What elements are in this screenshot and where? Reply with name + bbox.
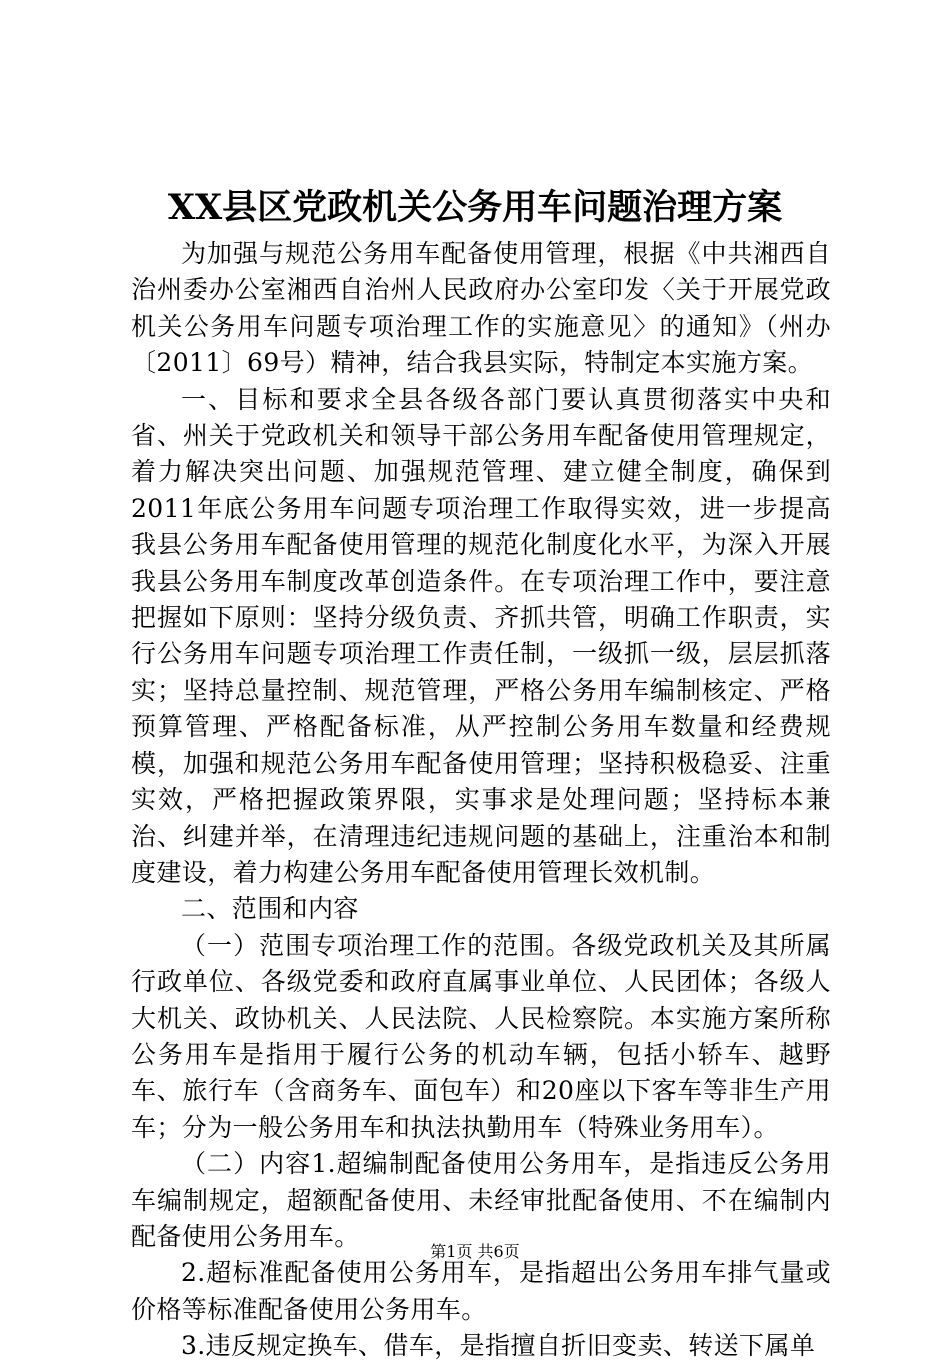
page-footer: 第1页 共6页 (430, 1242, 520, 1261)
paragraph-intro: 为加强与规范公务用车配备使用管理，根据《中共湘西自治州委办公室湘西自治州人民政府办公室印发〈关于开展党政机关公务用车问题专项治理工作的实施意见〉的通知》（州办〔2011〕69号）精神，结合我县实际，特制定本实施方案。 (131, 239, 831, 378)
paragraph-content-3: 3.违反规定换车、借车，是指擅自折旧变卖、转送下属单 (181, 1331, 816, 1361)
section-heading-scope: 二、范围和内容 (181, 894, 359, 924)
paragraph-goals: 一、目标和要求全县各级各部门要认真贯彻落实中央和省、州关于党政机关和领导干部公务用车配备使用管理规定，着力解决突出问题、加强规范管理、建立健全制度，确保到2011年底公务用车问题专项治理工作取得实效，进一步提高我县公务用车配备使用管理的规范化制度化水平，为深入开展我县公务用车制度改革创造条件。在专项治理工作中，要注意把握如下原则：坚持分级负责、齐抓共管，明确工作职责，实行公务用车问题专项治理工作责任制，一级抓一级，层层抓落实；坚持总量控制、规范管理，严格公务用车编制核定、严格预算管理、严格配备标准，从严控制公务用车数量和经费规模，加强和规范公务用车配备使用管理；坚持积极稳妥、注重实效，严格把握政策界限，实事求是处理问题；坚持标本兼治、纠建并举，在清理违纪违规问题的基础上，注重治本和制度建设，着力构建公务用车配备使用管理长效机制。 (131, 384, 831, 887)
paragraph-content-2: 2.超标准配备使用公务用车，是指超出公务用车排气量或价格等标准配备使用公务用车。 (131, 1258, 831, 1324)
paragraph-content-1: （二）内容1.超编制配备使用公务用车，是指违反公务用车编制规定，超额配备使用、未经审批配备使用、不在编制内配备使用公务用车。 (131, 1149, 831, 1251)
paragraph-scope: （一）范围专项治理工作的范围。各级党政机关及其所属行政单位、各级党委和政府直属事业单位、人民团体；各级人大机关、政协机关、人民法院、人民检察院。本实施方案所称公务用车是指用于履行公务的机动车辆，包括小轿车、越野车、旅行车（含商务车、面包车）和20座以下客车等非生产用车；分为一般公务用车和执法执勤用车（特殊业务用车）。 (131, 930, 831, 1142)
document-body (131, 236, 831, 1365)
page-title: XX县区党政机关公务用车问题治理方案 (167, 187, 783, 228)
